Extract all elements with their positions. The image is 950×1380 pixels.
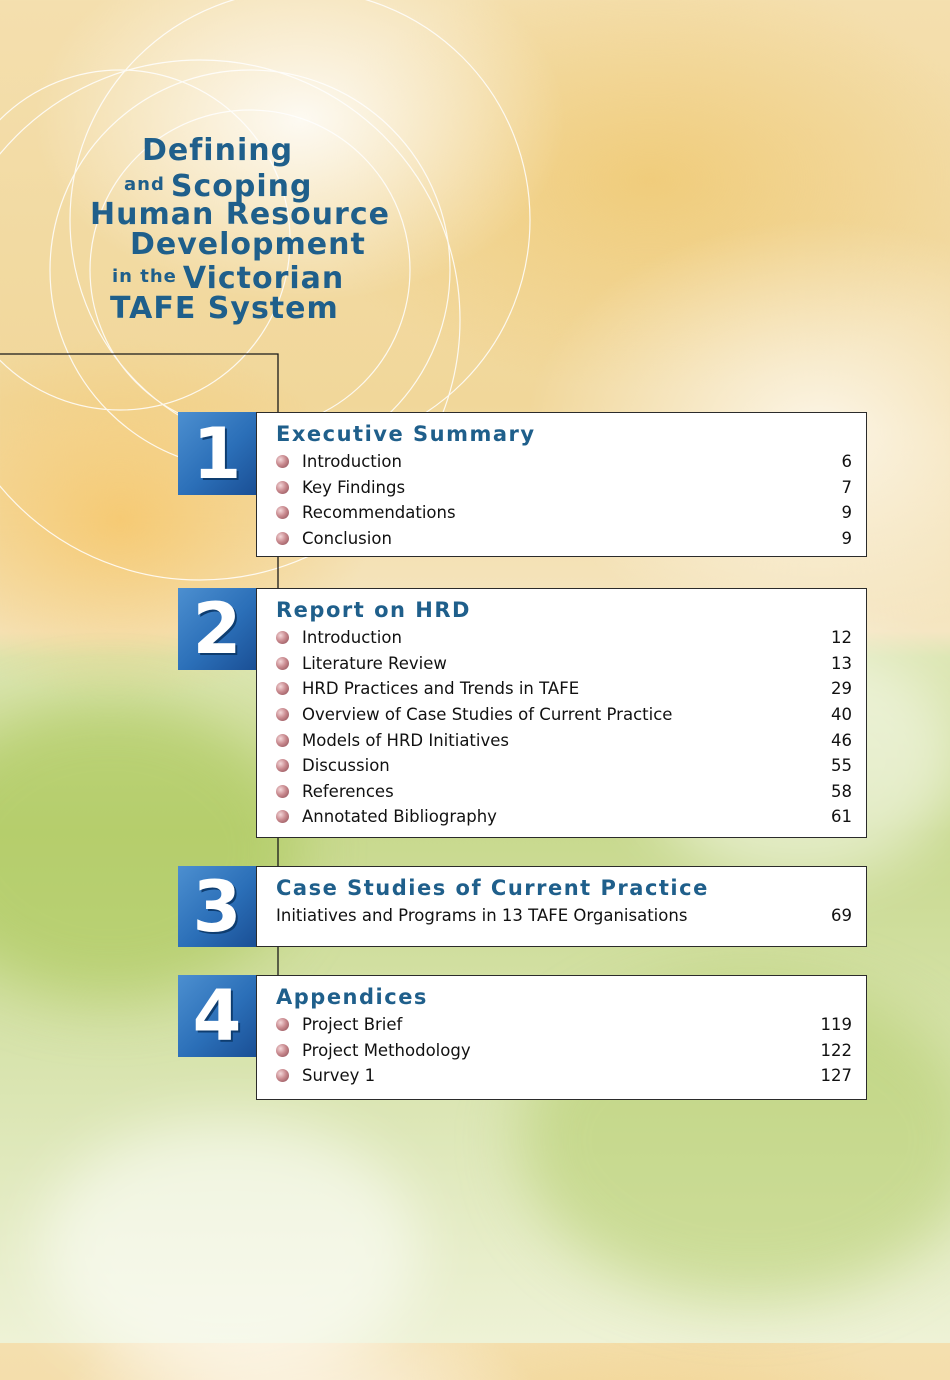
section-number-badge: 1 bbox=[178, 412, 256, 495]
section-case-studies bbox=[256, 866, 867, 947]
section-report-on-hrd bbox=[256, 588, 867, 838]
toc-entry-label: Annotated Bibliography bbox=[302, 807, 497, 827]
toc-entry-page: 55 bbox=[831, 756, 852, 776]
title-line: Defining bbox=[142, 133, 294, 168]
title-line: $^{in the}$ Victorian bbox=[112, 261, 345, 296]
toc-entry-label: Survey 1 bbox=[302, 1066, 376, 1086]
toc-entry-page: 61 bbox=[831, 807, 852, 827]
section-number-badge: 3 bbox=[178, 866, 256, 947]
section-number-badge: 2 bbox=[178, 588, 256, 670]
toc-entry[interactable] bbox=[276, 449, 852, 475]
toc-entry-label: HRD Practices and Trends in TAFE bbox=[302, 679, 580, 699]
toc-entry-page: 46 bbox=[831, 730, 852, 750]
bullet-icon bbox=[276, 759, 289, 772]
toc-entry-label: Recommendations bbox=[302, 503, 456, 523]
bullet-icon bbox=[276, 734, 289, 747]
bullet-icon bbox=[276, 657, 289, 670]
bullet-icon bbox=[276, 1018, 289, 1031]
toc-entry-label: Models of HRD Initiatives bbox=[302, 730, 509, 750]
toc-entry-page: 58 bbox=[831, 781, 852, 801]
toc-entry-page: 127 bbox=[820, 1066, 852, 1086]
toc-entry-label: Initiatives and Programs in 13 TAFE Organisations bbox=[276, 906, 688, 926]
toc-entry-page: 40 bbox=[831, 705, 852, 725]
toc-entry-page: 69 bbox=[831, 906, 852, 926]
toc-entry[interactable] bbox=[276, 625, 852, 651]
toc-entry-page: 12 bbox=[831, 628, 852, 648]
toc-entry-page: 13 bbox=[831, 653, 852, 673]
toc-entry[interactable] bbox=[276, 475, 852, 501]
bullet-icon bbox=[276, 1044, 289, 1057]
toc-entry-page: 119 bbox=[820, 1015, 852, 1035]
background-blob bbox=[0, 700, 300, 1000]
bullet-icon bbox=[276, 631, 289, 644]
bullet-icon bbox=[276, 506, 289, 519]
bullet-icon bbox=[276, 708, 289, 721]
toc-entry[interactable] bbox=[276, 753, 852, 779]
section-executive-summary bbox=[256, 412, 867, 557]
toc-entry[interactable] bbox=[276, 1063, 852, 1089]
toc-entry-page: 29 bbox=[831, 679, 852, 699]
toc-entry-label: Introduction bbox=[302, 628, 402, 648]
toc-entry-page: 122 bbox=[820, 1040, 852, 1060]
bullet-icon bbox=[276, 1069, 289, 1082]
toc-entry[interactable] bbox=[276, 526, 852, 552]
toc-entry-label: Project Methodology bbox=[302, 1040, 471, 1060]
title-line: Development bbox=[130, 227, 366, 262]
bullet-icon bbox=[276, 455, 289, 468]
toc-entry-label: Literature Review bbox=[302, 653, 447, 673]
toc-entry[interactable] bbox=[276, 676, 852, 702]
toc-entry[interactable] bbox=[276, 1012, 852, 1038]
toc-entry[interactable] bbox=[276, 779, 852, 805]
bullet-icon bbox=[276, 682, 289, 695]
section-title: Report on HRD bbox=[276, 598, 471, 622]
title-line: TAFE System bbox=[110, 291, 339, 326]
toc-entry[interactable] bbox=[276, 727, 852, 753]
toc-entry-label: Conclusion bbox=[302, 529, 392, 549]
bullet-icon bbox=[276, 481, 289, 494]
background-blob bbox=[40, 1120, 420, 1380]
bullet-icon bbox=[276, 532, 289, 545]
toc-entry[interactable] bbox=[276, 702, 852, 728]
title-line: Human Resource bbox=[90, 197, 390, 232]
toc-entry-page: 9 bbox=[841, 503, 852, 523]
toc-entry[interactable] bbox=[276, 500, 852, 526]
section-title: Executive Summary bbox=[276, 422, 536, 446]
toc-entry[interactable] bbox=[276, 1038, 852, 1064]
toc-entry[interactable] bbox=[276, 804, 852, 830]
toc-entry-label: Key Findings bbox=[302, 477, 406, 497]
section-appendices bbox=[256, 975, 867, 1100]
section-number-badge: 4 bbox=[178, 975, 256, 1057]
section-title: Appendices bbox=[276, 985, 428, 1009]
toc-entry[interactable] bbox=[276, 903, 852, 929]
toc-entry-page: 9 bbox=[841, 529, 852, 549]
toc-entry-label: References bbox=[302, 781, 394, 801]
toc-entry[interactable] bbox=[276, 651, 852, 677]
toc-entry-page: 6 bbox=[841, 452, 852, 472]
bullet-icon bbox=[276, 810, 289, 823]
toc-entry-label: Overview of Case Studies of Current Practice bbox=[302, 705, 673, 725]
toc-entry-label: Discussion bbox=[302, 756, 390, 776]
toc-entry-page: 7 bbox=[841, 477, 852, 497]
title-line: $^{and}$ Scoping bbox=[124, 169, 313, 204]
section-title: Case Studies of Current Practice bbox=[276, 876, 709, 900]
toc-entry-label: Introduction bbox=[302, 452, 402, 472]
bullet-icon bbox=[276, 785, 289, 798]
toc-entry-label: Project Brief bbox=[302, 1015, 403, 1035]
